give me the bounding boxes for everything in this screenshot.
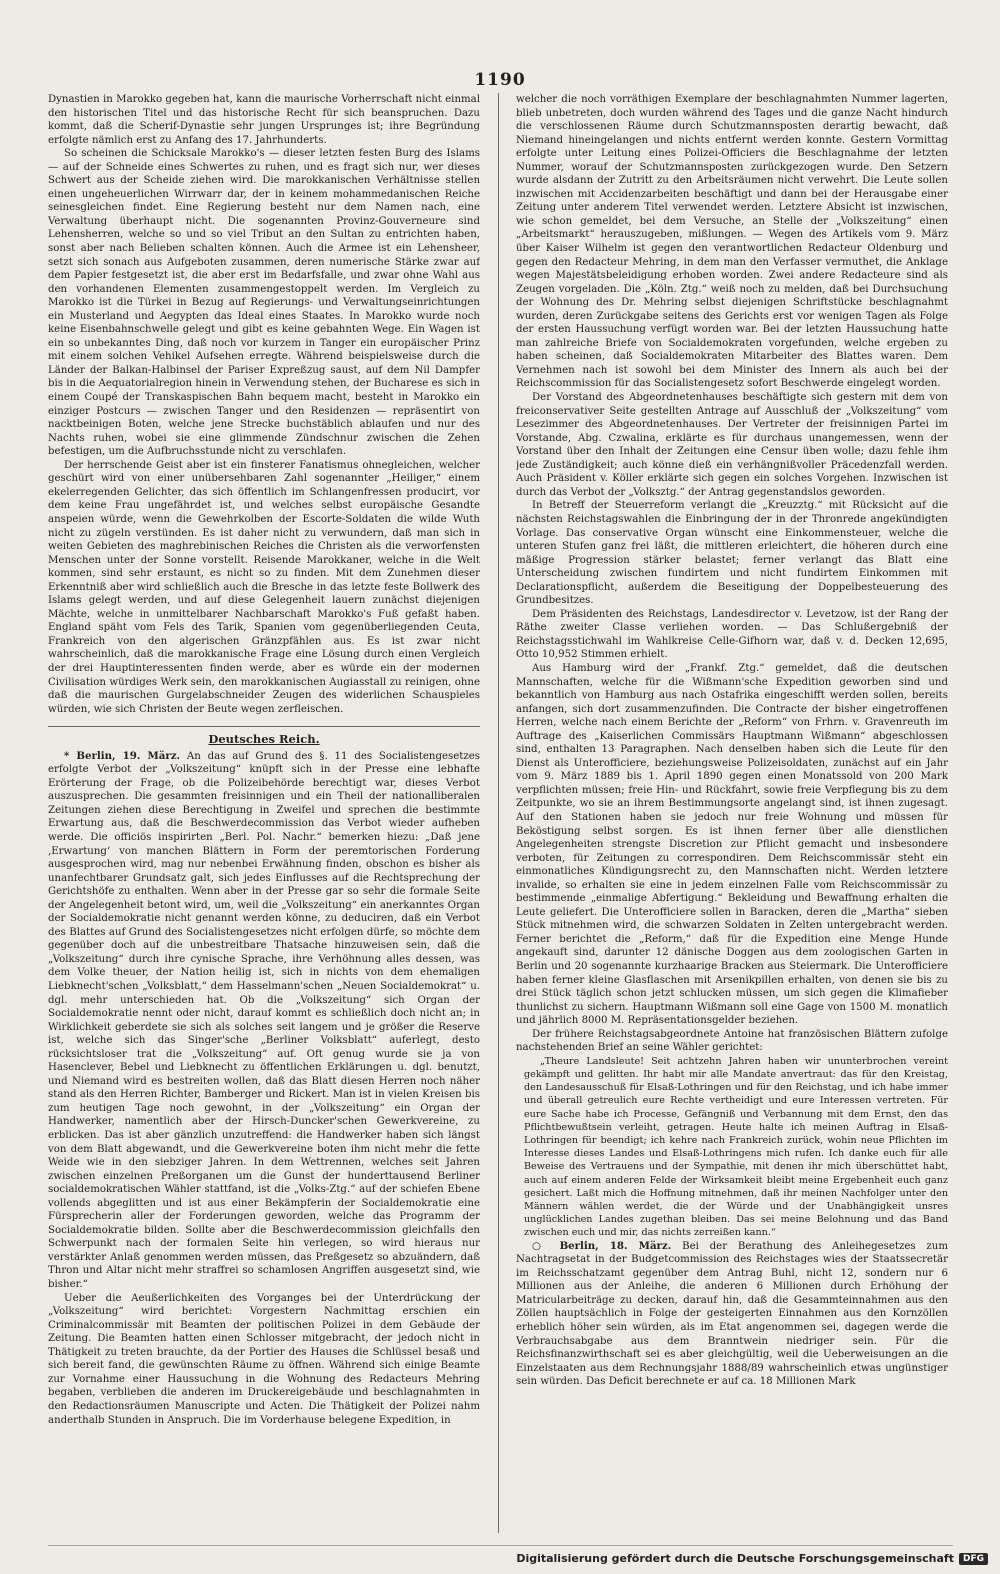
left-column (48, 93, 480, 1533)
article-paragraph: Der frühere Reichstagsabgeordnete Antoine hat französischen Blättern zufolge nachstehenden Brief an seine Wähler gerichtet: (516, 1028, 948, 1054)
article-paragraph: Dem Präsidenten des Reichstags, Landesdirector v. Levetzow, ist der Rang der Räthe zweiter Classe verliehen worden. — Das Schlußergebniß der Reichstagsstichwahl im Wahlkreise Celle-Gifhorn war, daß v. d. Decken 12,695, Otto 10,952 Stimmen erhielt. (516, 608, 948, 661)
article-paragraph: Der herrschende Geist aber ist ein finsterer Fanatismus ohnegleichen, welcher geschürt wird von einer unübersehbaren Zahl sogenannter „Heiliger,“ einem ekelerregenden Gelichter, das sich öffentlich im Schlangenfressen producirt, vor dem keine Frau ungefährdet ist, und welches selbst europäische Gesandte anspeien würde, wenn die Gewehrkolben der Escorte-Soldaten die wilde Wuth nicht zu zügeln verstünden. Es ist daher nicht zu verwundern, daß man sich in weiten Gebieten des maghrebinischen Reiches die Christen als die verworfensten Menschen unter der Sonne vorstellt. Reisende Marokkaner, welche in die Welt kommen, sind sehr erstaunt, es nicht so zu finden. Mit dem Zunehmen dieser Erkenntniß aber wird schließlich auch die Bresche in das letzte feste Bollwerk des Islams gelegt werden, und auf diese Gelegenheit lauern zunächst diejenigen Mächte, welche in unmittelbarer Nachbarschaft Marokko's Fuß gefaßt haben. England späht vom Fels des Tarik, Spanien vom gegenüberliegenden Ceuta, Frankreich von den algerischen Gränzpfählen aus. Es ist zwar nicht wahrscheinlich, daß die marokkanische Frage eine Lösung durch einen Vergleich der drei Hauptinteressenten finden werde, aber es würde ein der modernen Civilisation würdiges Werk sein, den marokkanischen Augiasstall zu reinigen, ohne daß die maurischen Gurgelabschneider Zeugen des widerlichen Schauspieles würden, wie sich Christen der Beute wegen zerfleischen. (48, 459, 480, 715)
article-paragraph: Bei der Berathung des Anleihegesetzes zum Nachtragsetat in der Budgetcommission des Reichstages wies der Staatssecretär im Reichsschatzamt gegenüber dem Antrag Buhl, nicht 12, sondern nur 6 Millionen aus der Anleihe, die anderen 6 Millionen durch Erhöhung der Matricularbeiträge zu decken, darauf hin, daß die Gesammteinnahmen aus den Zöllen hauptsächlich in Folge der gesteigerten Einnahmen aus den Kornzöllen erheblich höher sein würden, als im Etat angenommen sei, dagegen werde die Verbrauchsabgabe aus dem Branntwein niedriger sein. Für die Reichsfinanzwirthschaft sei es aber gleichgültig, weil die Ueberweisungen an die Einzelstaaten aus dem Rechnungsjahr 1888/89 wahrscheinlich etwas ungünstiger sein würden. Das Deficit berechnete er auf ca. 18 Millionen Mark (516, 1240, 948, 1388)
column-rule (498, 93, 499, 1533)
dfg-logo: DFG (959, 1553, 988, 1565)
page-number: 1190 (474, 70, 526, 90)
section-heading-text: Deutsches Reich. (208, 732, 320, 747)
dateline: ○ Berlin, 18. März. (532, 1239, 672, 1252)
footer (516, 1552, 988, 1565)
article-paragraph: In Betreff der Steuerreform verlangt die „Kreuzztg.“ mit Rücksicht auf die nächsten Reichstagswahlen die Einbringung der in der Thronrede angekündigten Vorlage. Das conservative Organ wünscht eine Einkommensteuer, welche die unteren Stufen ganz frei läßt, die mittleren erleichtert, die höheren durch eine mäßige Progression stärker belastet; ferner verlangt das Blatt eine Unterscheidung zwischen fundirtem und nicht fundirtem Einkommen mit Declarationspflicht, außerdem die Beseitigung der Doppelbesteuerung des Grundbesitzes. (516, 500, 948, 607)
article-paragraph: Dynastien in Marokko gegeben hat, kann die maurische Vorherrschaft nicht einmal den historischen Titel und das historische Recht für sich beanspruchen. Dazu kommt, daß die Scherif-Dynastie sehr jungen Ursprunges ist; ihre Begründung erfolgte nämlich erst zu Anfang des 17. Jahrhunderts. (48, 94, 480, 146)
article-paragraph: So scheinen die Schicksale Marokko's — dieser letzten festen Burg des Islams — auf der Schneide eines Schwertes zu ruhen, und es fragt sich nur, wer dieses Schwert aus der Scheide ziehen wird. Die marokkanischen Verhältnisse stellen einen ungeheuerlichen Wirrwarr dar, der in keinem mohammedanischen Reiche seinesgleichen findet. Eine Regierung besteht nur dem Namen nach, eine Verwaltung überhaupt nicht. Die sogenannten Provinz-Gouverneure sind Lehensherren, welche so und so viel Tribut an den Sultan zu entrichten haben, sonst aber nach Belieben schalten können. Auch die Armee ist ein Lehensheer, setzt sich sonach aus Aufgeboten zusammen, deren numerische Stärke zwar auf dem Papier festgesetzt ist, die aber erst im Bedarfsfalle, und zwar ohne Wahl aus den vorhandenen Elementen zusammengestoppelt werden. Im Vergleich zu Marokko ist die Türkei in Bezug auf Regierungs- und Verwaltungseinrichtungen ein Musterland und Aegypten das Ideal eines Staates. In Marokko wurde noch keine Eisenbahnschwelle gelegt und gibt es keine gebahnten Wege. Ein Wagen ist ein so unbekanntes Ding, daß noch vor kurzem in Tanger ein europäischer Prinz mit einem solchen Vehikel Aufsehen erregte. Während beispielsweise durch die Länder der Balkan-Halbinsel der Pariser Expreßzug saust, auf dem Nil Dampfer bis in die Aequatorialregion hinein in Verwendung stehen, der Bucharese es sich in einem Coupé der Transkaspischen Bahn bequem macht, besteht in Marokko ein einziger Postcurs — zwischen Tanger und den Residenzen — repräsentirt von nacktbeinigen Boten, welche jene Strecke buchstäblich ablaufen und nur des Nachts ruhen, wobei sie eine glimmende Zündschnur zwischen die Zehen befestigen, um die Aufbruchsstunde nicht zu verschlafen. (48, 148, 480, 458)
footer-text: Digitalisierung gefördert durch die Deutsche Forschungsgemeinschaft (516, 1552, 954, 1565)
letter-quote: „Theure Landsleute! Seit achtzehn Jahren haben wir ununterbrochen vereint gekämpft und gelitten. Ihr habt mir alle Mandate anvertraut: das für den Kreistag, den Landesausschuß für Elsaß-Lothringen und für den Reichstag, und ich habe immer und überall getreulich eure Rechte vertheidigt und eure Interessen vertreten. Für eure Sache habe ich Processe, Gefängniß und Verbannung mit dem Ernst, den das Pflichtbewußtsein verleiht, getragen. Heute halte ich meinen Auftrag in Elsaß-Lothringen für beendigt; ich kehre nach Frankreich zurück, wohin neue Pflichten im Interesse dieses Landes und Elsaß-Lothringens mich rufen. Ich danke euch für alle Beweise des Vertrauens und der Sympathie, mit denen ihr mich überschüttet habt, auch auf einem anderen Felde der Wirksamkeit bleibt meine Ergebenheit euch ganz gesichert. Laßt mich die Hoffnung mitnehmen, daß ihr meinen Nachfolger unter den Männern wählen werdet, die der Würde und der Unabhängigkeit unsres unglücklichen Landes zugethan bleiben. Das sei meine Belohnung und das Band zwischen euch und mir, das nichts zerreißen kann.“ (524, 1055, 948, 1239)
article-paragraph: Aus Hamburg wird der „Frankf. Ztg.“ gemeldet, daß die deutschen Mannschaften, welche für die Wißmann'sche Expedition geworben sind und bekanntlich von Hamburg aus nach Ostafrika eingeschifft werden sollen, bereits anfangen, sich dort zusammenzufinden. Die Contracte der bisher eingetroffenen Herren, welche nach einem Berichte der „Reform“ von Frhrn. v. Gravenreuth im Auftrage des „Kaiserlichen Commissärs Hauptmann Wißmann“ abgeschlossen sind, enthalten 13 Paragraphen. Nach denselben haben sich die Leute für den Dienst als Unterofficiere, beziehungsweise Polizeisoldaten, zunächst auf ein Jahr vom 9. März 1889 bis 1. April 1890 gegen einen Monatssold von 200 Mark verpflichten müssen; freie Hin- und Rückfahrt, sowie freie Verpflegung bis zu dem Zeitpunkte, wo sie an ihrem Bestimmungsorte angelangt sind, ist ihnen zugesagt. Auf den Stationen haben sie jedoch nur freie Wohnung und müssen für Beköstigung selbst sorgen. Es ist ihnen ferner über alle dienstlichen Angelegenheiten strengste Discretion zur Pflicht gemacht und insbesondere verboten, für Zeitungen zu correspondiren. Dem Reichscommissär steht ein einmonatliches Kündigungsrecht zu, den Mannschaften nicht. Werden letztere invalide, so erhalten sie eine in jedem einzelnen Falle vom Reichscommissär zu bestimmende „einmalige Abfertigung.“ Bekleidung und Bewaffnung erhalten die Leute geliefert. Die Unterofficiere sollen in Baracken, deren die „Martha“ sieben Stück mitnehmen wird, die schwarzen Soldaten in Zelten untergebracht werden. Ferner berichtet die „Reform,“ daß für die Expedition eine Menge Hunde angekauft sind, darunter 12 dänische Doggen aus dem zoologischen Garten in Berlin und 20 sogenannte kurzhaarige Bracken aus Steiermark. Die Unterofficiere haben ferner kleine Glasflaschen mit Arsenikpillen erhalten, von denen sie bis zu drei Stück täglich schon jetzt schlucken müssen, um sich gegen die Klimafieber thunlichst zu sichern. Hauptmann Wißmann soll eine Gage von 1500 M. monatlich und jährlich 8000 M. Repräsentationsgelder beziehen. (516, 662, 948, 1027)
right-column (516, 93, 948, 1533)
article-paragraph: welcher die noch vorräthigen Exemplare der beschlagnahmten Nummer lagerten, blieb unbetreten, doch wurden während des Tages und die ganze Nacht hindurch die verschlossenen Räume durch Schutzmannsposten derartig bewacht, daß Niemand hineingelangen und nichts entfernt werden konnte. Gestern Vormittag erfolgte unter Leitung eines Polizei-Officiers die Beschlagnahme der letzten Nummer, worauf der Schutzmannsposten zurückgezogen wurde. Den Setzern wurde alsdann der Zutritt zu den Arbeitsräumen nicht verwehrt. Die Leute sollen inzwischen mit Accidenzarbeiten beschäftigt und dann bei der Herausgabe einer Zeitung unter anderem Titel verwendet werden. Letztere Absicht ist inzwischen, wie schon gemeldet, bei dem Versuche, an Stelle der „Volkszeitung“ einen „Arbeitsmarkt“ herauszugeben, mißlungen. — Wegen des Artikels vom 9. März über Kaiser Wilhelm ist gegen den verantwortlichen Redacteur Oldenburg und gegen den Redacteur Mehring, in dem man den Verfasser vermuthet, die Anklage wegen Majestätsbeleidigung erhoben worden. Zwei andere Redacteure sind als Zeugen vorgeladen. Die „Köln. Ztg.“ weiß noch zu melden, daß bei Durchsuchung der Wohnung des Dr. Mehring selbst diejenigen Schriftstücke beschlagnahmt wurden, deren Zurückgabe seitens des Gerichts erst vor wenigen Tagen als Folge der ersten Haussuchung verfügt worden war. Bei der letzten Haussuchung hatte man zahlreiche Briefe von Socialdemokraten vorgefunden, welche ergeben zu haben scheinen, daß Socialdemokraten Mitarbeiter des Blattes waren. Dem Vernehmen nach ist sowohl bei dem Minister des Innern als auch bei der Reichscommission für das Socialistengesetz sofort Beschwerde eingelegt worden. (516, 94, 948, 390)
footer-rule (48, 1545, 953, 1546)
article-paragraph: An das auf Grund des §. 11 des Socialistengesetzes erfolgte Verbot der „Volkszeitung“ knüpft sich in der Presse eine lebhafte Erörterung der Frage, ob die Polizeibehörde berechtigt war, dieses Verbot auszusprechen. Die gesammten freisinnigen und ein Theil der nationalliberalen Zeitungen ziehen diese Berechtigung in Zweifel und sprechen die bestimmte Erwartung aus, daß die Beschwerdecommission das Verbot wieder aufheben werde. Die officiös inspirirten „Berl. Pol. Nachr.“ bemerken hiezu: „Daß jene ‚Erwartung‘ von manchen Blättern in Form der peremtorischen Forderung ausgesprochen wird, mag nur nebenbei Erwähnung finden, obschon es bisher als unanfechtbarer Grundsatz galt, sich jedes Einflusses auf die Rechtsprechung der Gerichtshöfe zu enthalten. Wenn aber in der Presse gar so sehr die formale Seite der Angelegenheit betont wird, um, weil die „Volkszeitung“ ein anerkanntes Organ der Socialdemokratie nicht genannt werden könne, zu deduciren, daß ein Verbot des Blattes auf Grund des Socialistengesetzes nicht erfolgen dürfe, so möchte dem gegenüber doch auf die unbestreitbare Thatsache hinzuweisen sein, daß die „Volkszeitung“ durch ihre cynische Sprache, ihre Verhöhnung alles dessen, was dem Volke theuer, der Nation heilig ist, sich in nichts von dem ehemaligen Liebknecht'schen „Volksblatt,“ dem Hasselmann'schen „Neuen Socialdemokrat“ u. dgl. mehr unterschieden hat. Ob die „Volkszeitung“ sich Organ der Socialdemokratie nennt oder nicht, darauf kommt es schließlich doch nicht an; in Wirklichkeit geberdete sie sich als solches seit langem und je größer die Reserve ist, welche sich das Singer'sche „Berliner Volksblatt“ auferlegt, desto rücksichtsloser trat die „Volkszeitung“ auf. Oft genug wurde sie ja von Hasenclever, Bebel und Liebknecht zu öffentlichen Erklärungen u. dgl. benutzt, und Niemand wird es bestreiten wollen, daß das Blatt diesen Herren noch näher stand als den Herren Richter, Bamberger und Rickert. Man ist in vielen Kreisen bis zum heutigen Tage noch gewohnt, in der „Volkszeitung“ ein Organ der Handwerker, namentlich aber der Hirsch-Duncker'schen Gewerkvereine, zu erblicken. Das ist aber gänzlich unzutreffend: die Handwerker haben sich längst von dem Blatt abgewandt, und die Gewerkvereine boten ihm nicht mehr die fette Weide wie in den siebziger Jahren. In dem Wettrennen, welches seit Jahren zwischen einzelnen Preßorganen um die Gunst der hunderttausend Berliner socialdemokratischen Wähler stattfand, ist die „Volks-Ztg.“ auf der schiefen Ebene vollends abgeglitten und ist aus einer Bekämpferin der Socialdemokratie eine Fürsprecherin aller der Forderungen geworden, welche das Programm der Socialdemokratie bilden. Sollte aber die Beschwerdecommission gleichfalls den Schwerpunkt nach der formalen Seite hin verlegen, so wird hieraus nur verstärkter Anlaß genommen werden müssen, das Preßgesetz so abzuändern, daß Thron und Altar nicht mehr straffrei so schamlosen Angriffen ausgesetzt sind, wie bisher.“ (48, 750, 480, 1291)
article-paragraph: Ueber die Aeußerlichkeiten des Vorganges bei der Unterdrückung der „Volkszeitung“ wird berichtet: Vorgestern Nachmittag erschien ein Criminalcommissär mit Beamten der politischen Polizei in dem Gebäude der Zeitung. Die Beamten hatten einen Schlosser mitgebracht, der jedoch nicht in Thätigkeit zu treten brauchte, da der Portier des Hauses die Schlüssel besaß und sich bereit fand, die gewünschten Räume zu öffnen. Während sich einige Beamte zur Vornahme einer Haussuchung in die Wohnung des Redacteurs Mehring begaben, verblieben die anderen im Druckereigebäude und beschlagnahmten in den Redactionsräumen Manuscripte und Acten. Die Thätigkeit der Polizei nahm anderthalb Stunden in Anspruch. Die im Vorderhause belegene Expedition, in (48, 1292, 480, 1426)
dateline: * Berlin, 19. März. (64, 749, 181, 762)
section-heading (48, 726, 480, 747)
article-paragraph: Der Vorstand des Abgeordnetenhauses beschäftigte sich gestern mit dem von freiconservativer Seite gestellten Antrage auf Ausschluß der „Volkszeitung“ vom Lesezimmer des Abgeordnetenhauses. Der Vertreter der freisinnigen Partei im Vorstande, Abg. Czwalina, erklärte es für durchaus unangemessen, wenn der Vorstand über den Inhalt der Zeitungen eine Censur üben wolle; dazu fehle ihm jede Zuständigkeit; auch könne dieß ein verhängnißvoller Präcedenzfall werden. Auch Präsident v. Köller erklärte sich gegen ein solches Vorgehen. Inzwischen ist durch das Verbot der „Volksztg.“ der Antrag gegenstandslos geworden. (516, 392, 948, 498)
